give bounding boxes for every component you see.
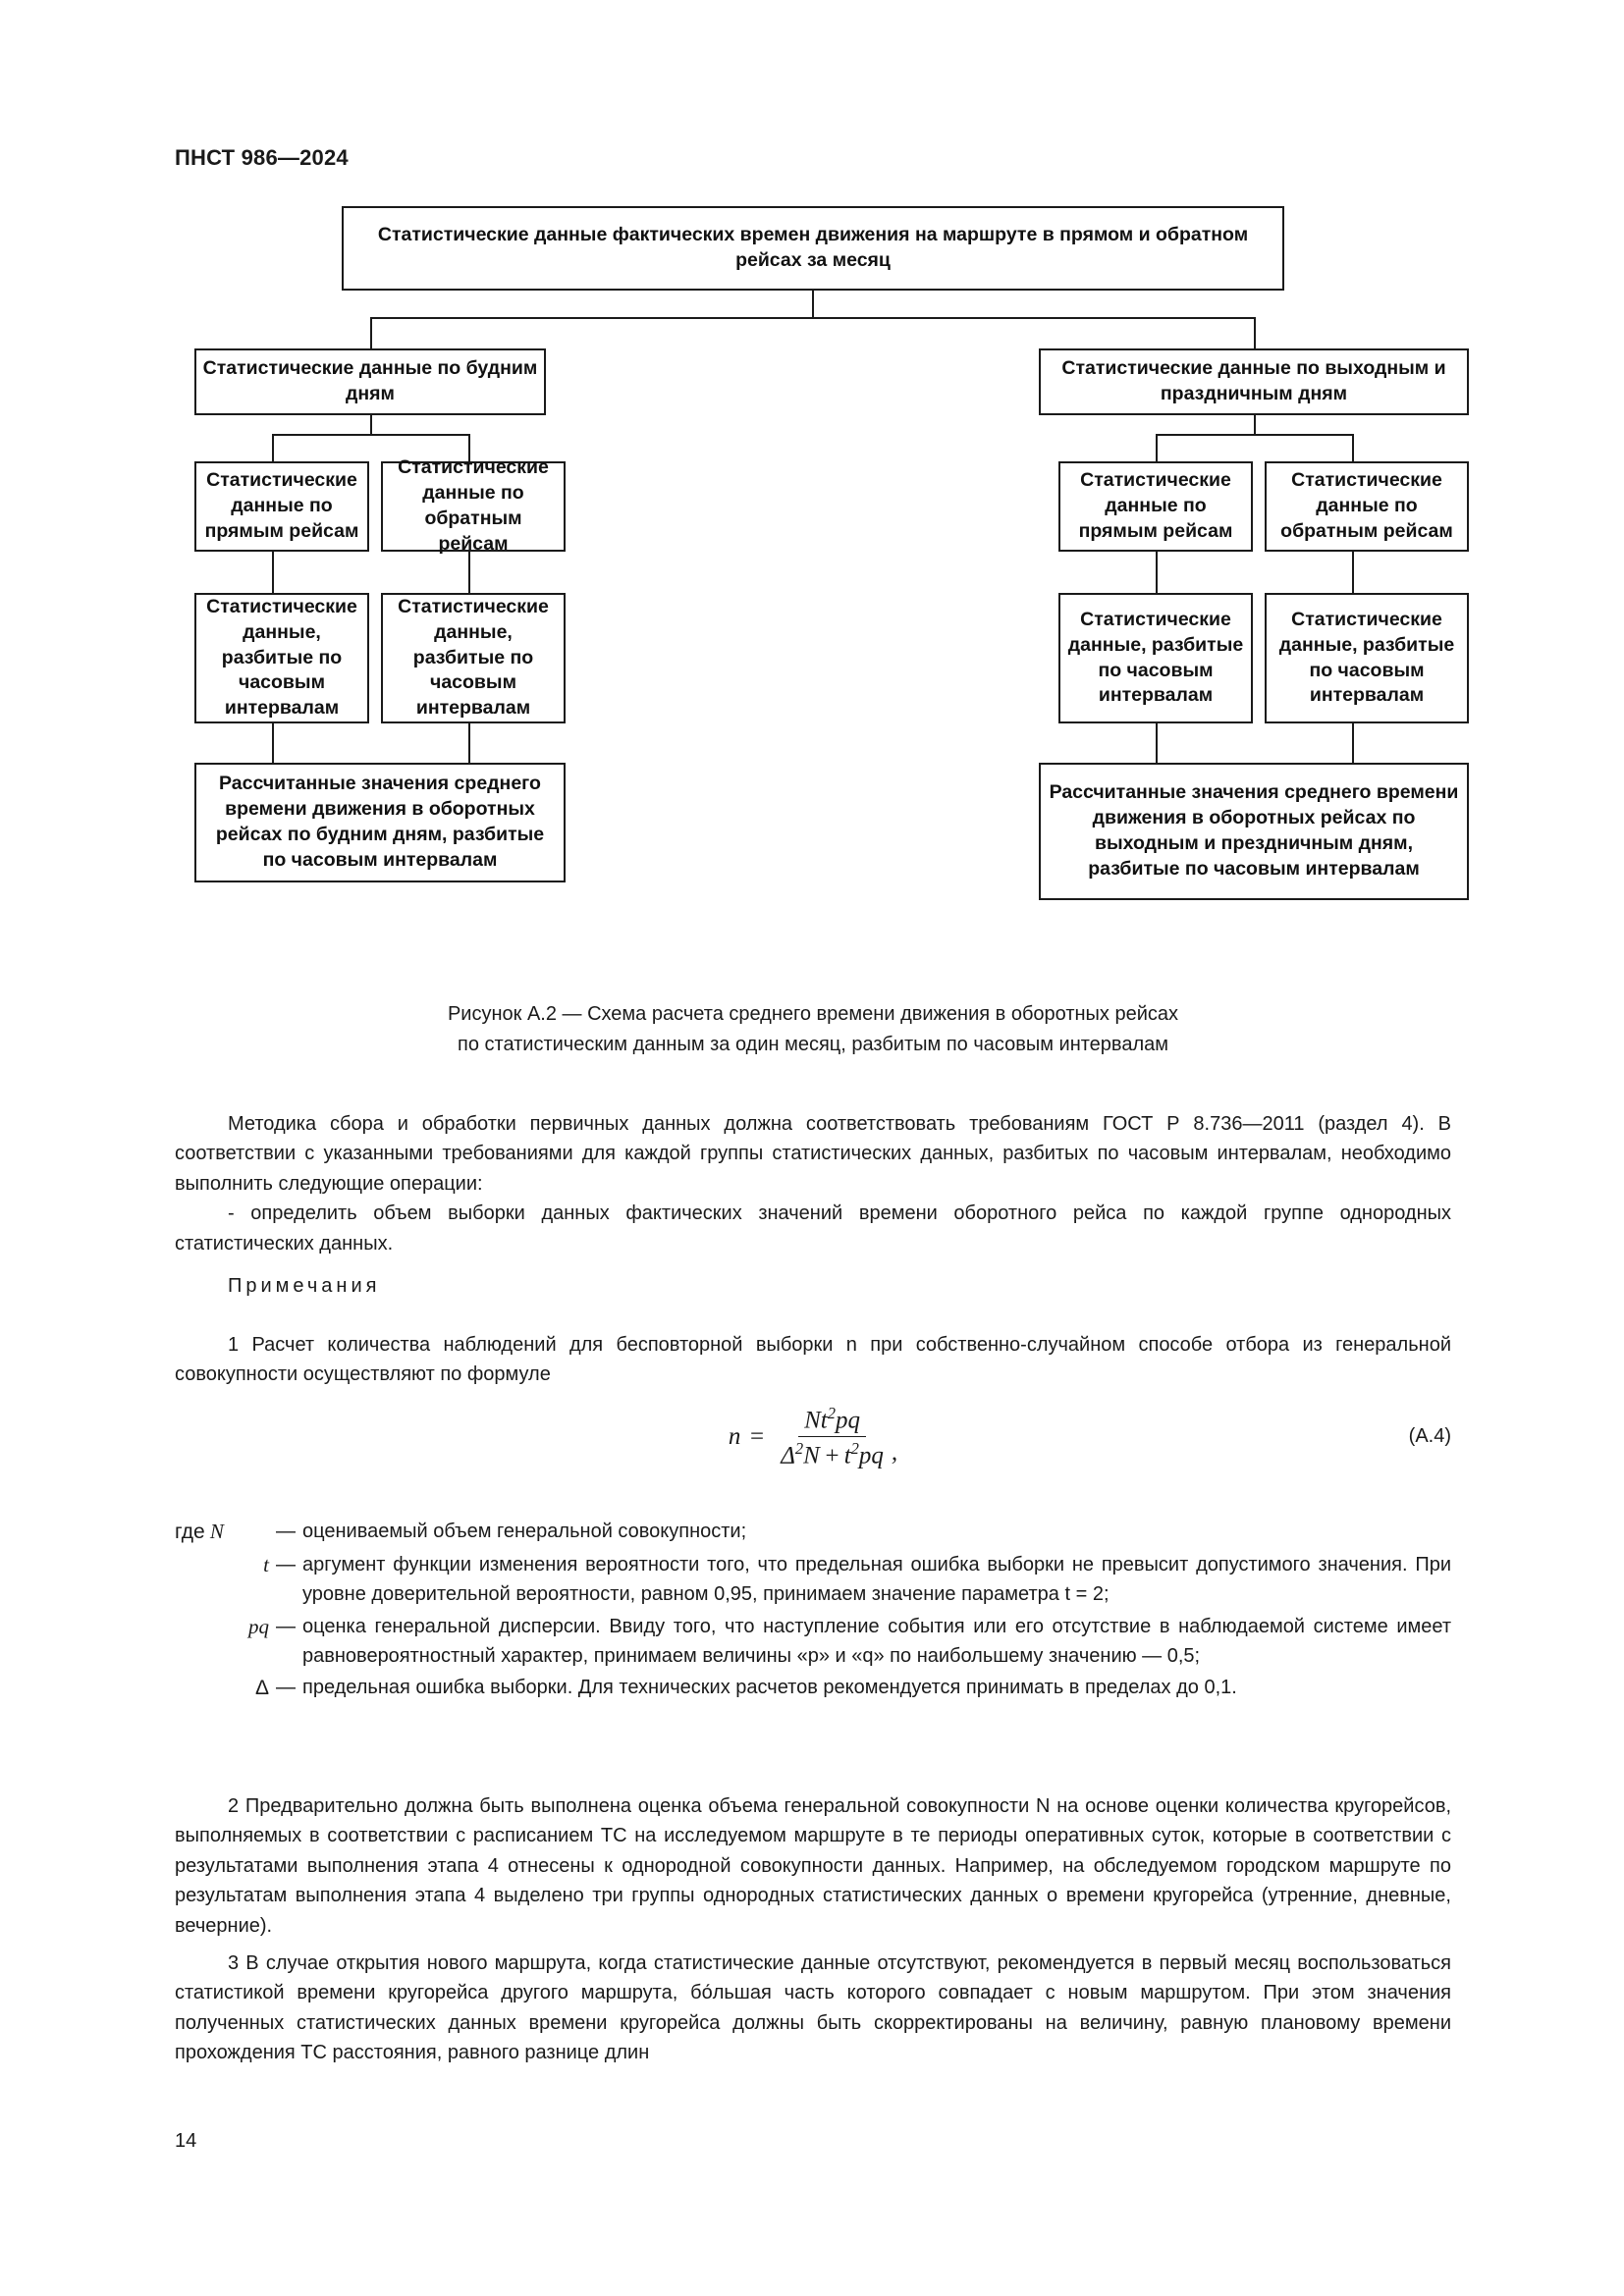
flow-box-weekend-label: Статистические данные по выходным и праздничным дням bbox=[1061, 357, 1446, 404]
connector-fwd-we-to-hourly bbox=[1156, 552, 1158, 593]
paragraph-methodology-block bbox=[175, 1109, 1451, 1258]
formula-num-N: N bbox=[804, 1407, 821, 1434]
flow-box-hourly-weekend-forward bbox=[1058, 593, 1253, 723]
definition-text-N: оцениваемый объем генеральной совокупности; bbox=[302, 1521, 747, 1542]
flow-box-weekday-reverse bbox=[381, 456, 566, 555]
definition-symbol-pq: pq bbox=[248, 1614, 269, 1638]
flow-box-hourly-weekend-reverse bbox=[1265, 593, 1469, 723]
connector-root-stem bbox=[812, 290, 814, 319]
definition-symbol-N-wrap bbox=[175, 1517, 269, 1548]
flow-box-weekend-reverse bbox=[1265, 461, 1469, 552]
formula-den-delta: Δ bbox=[781, 1442, 795, 1469]
definition-symbol-N: N bbox=[209, 1520, 224, 1543]
flow-box-hourly-weekend-reverse-label: Статистические данные, разбитые по часовым интервалам bbox=[1278, 608, 1455, 707]
figure-caption-line-1: Рисунок А.2 — Схема расчета среднего времени движения в оборотных рейсах bbox=[447, 1003, 1179, 1025]
figure-caption-line-2: по статистическим данным за один месяц, разбитым по часовым интервалам bbox=[458, 1034, 1168, 1055]
definition-dash-t: — bbox=[276, 1553, 296, 1575]
note-3: 3 В случае открытия нового маршрута, когда статистические данные отсутствуют, рекомендуется в первый месяц воспользоваться статистикой времени кругорейса другого маршрута, бо́льшая часть которого совпадает с новым маршрутом. При этом значения полученных статистических данных времени кругорейса должны быть скорректированы на величину, равную плановому времени прохождения ТС расстояния, равного разнице длин bbox=[175, 1952, 1451, 2064]
flow-box-hourly-weekday-forward bbox=[194, 593, 369, 723]
flow-box-weekend-forward-label: Статистические данные по прямым рейсам bbox=[1078, 469, 1233, 542]
definition-symbol-t: t bbox=[263, 1552, 269, 1576]
definition-row-N bbox=[175, 1517, 1451, 1548]
page-number: 14 bbox=[175, 2130, 197, 2152]
formula-den-N: N bbox=[803, 1442, 820, 1469]
definition-row-pq bbox=[175, 1612, 1451, 1672]
formula-a4-row bbox=[175, 1404, 1451, 1470]
connector-hourly-rev-wd-down bbox=[468, 723, 470, 763]
definition-text-delta: предельная ошибка выборки. Для технических расчетов рекомендуется принимать в пределах до 0,1. bbox=[302, 1677, 1237, 1699]
connector-to-weekend bbox=[1254, 317, 1256, 348]
definition-symbol-pq-wrap bbox=[175, 1612, 269, 1643]
flow-box-hourly-weekday-forward-label: Статистические данные, разбитые по часовым интервалам bbox=[206, 595, 357, 720]
formula-equals: = bbox=[748, 1422, 766, 1450]
flow-box-result-weekend-label: Рассчитанные значения среднего времени движения в оборотных рейсах по выходным и прездничным дням, разбитые по часовым интервалам bbox=[1049, 781, 1459, 880]
note-2-block bbox=[175, 1791, 1451, 1941]
flow-box-weekday-forward bbox=[194, 461, 369, 552]
notes-heading: Примечания bbox=[228, 1275, 381, 1297]
formula-variable-n: n bbox=[728, 1422, 741, 1450]
definition-symbol-delta-wrap bbox=[175, 1673, 269, 1704]
definition-text-pq: оценка генеральной дисперсии. Ввиду того, что наступление события или его отсутствие в наблюдаемой системе имеет равновероятностный характер, принимаем величины «p» и «q» по наибольшему значению — 0,5; bbox=[302, 1615, 1451, 1668]
connector-root-split bbox=[370, 317, 1255, 319]
connector-weekend-forward bbox=[1156, 434, 1158, 461]
note-1-block bbox=[175, 1330, 1451, 1390]
paragraph-bullet-sample-size: - определить объем выборки данных фактических значений времени оборотного рейса по каждой группе однородных статистических данных. bbox=[175, 1202, 1451, 1255]
formula-den-delta-exponent: 2 bbox=[794, 1439, 804, 1459]
formula-num-pq: pq bbox=[836, 1407, 860, 1434]
flow-box-weekend-forward bbox=[1058, 461, 1253, 552]
note-3-block bbox=[175, 1949, 1451, 2068]
flow-box-weekend bbox=[1039, 348, 1469, 415]
formula-numerator bbox=[798, 1404, 866, 1437]
definition-symbol-t-wrap bbox=[175, 1550, 269, 1581]
connector-weekday-split bbox=[272, 434, 468, 436]
formula-den-plus: + bbox=[823, 1442, 840, 1469]
definition-text-t: аргумент функции изменения вероятности того, что предельная ошибка выборки не превысит допустимого значения. При уровне доверительной вероятности, равном 0,95, принимаем значение параметра t = 2; bbox=[302, 1553, 1451, 1606]
flow-box-result-weekend bbox=[1039, 763, 1469, 900]
connector-weekend-split bbox=[1156, 434, 1352, 436]
connector-hourly-rev-we-down bbox=[1352, 723, 1354, 763]
connector-hourly-fwd-we-down bbox=[1156, 723, 1158, 763]
flow-box-hourly-weekday-reverse bbox=[381, 593, 566, 723]
definitions-where-label: где bbox=[175, 1521, 205, 1543]
formula-den-t-exponent: 2 bbox=[850, 1439, 859, 1459]
flow-box-result-weekday-label: Рассчитанные значения среднего времени движения в оборотных рейсах по будним дням, разбитые по часовым интервалам bbox=[215, 773, 545, 871]
note-2: 2 Предварительно должна быть выполнена оценка объема генеральной совокупности N на основе оценки количества кругорейсов, выполняемых в соответствии с расписанием ТС на исследуемом маршруте в те периоды оперативных суток, которые в соответствии с результатами выполнения этапа 4 отнесены к однородной совокупности данных. Например, на обследуемом городском маршруте по результатам выполнения этапа 4 выделено три группы однородных статистических данных о времени кругорейса (утренние, дневные, вечерние). bbox=[175, 1795, 1451, 1937]
figure-a2-flowchart bbox=[175, 206, 1459, 982]
formula-num-t-exponent: 2 bbox=[827, 1404, 836, 1422]
flow-box-weekday-reverse-label: Статистические данные по обратным рейсам bbox=[398, 456, 549, 555]
connector-fwd-wd-to-hourly bbox=[272, 552, 274, 593]
formula-fraction bbox=[775, 1404, 890, 1470]
formula-num-t: t bbox=[820, 1407, 828, 1434]
connector-weekend-stem bbox=[1254, 414, 1256, 436]
flow-box-root bbox=[342, 206, 1284, 291]
flow-box-weekday bbox=[194, 348, 546, 415]
connector-to-weekday bbox=[370, 317, 372, 348]
flow-box-result-weekday bbox=[194, 763, 566, 882]
connector-rev-we-to-hourly bbox=[1352, 552, 1354, 593]
formula-den-t: t bbox=[843, 1442, 851, 1469]
connector-weekday-forward bbox=[272, 434, 274, 461]
definition-row-t bbox=[175, 1550, 1451, 1610]
flow-box-weekend-reverse-label: Статистические данные по обратным рейсам bbox=[1280, 469, 1453, 542]
formula-number-a4: (А.4) bbox=[1408, 1425, 1451, 1448]
notes-heading-block bbox=[175, 1271, 1451, 1301]
definition-dash-pq: — bbox=[276, 1615, 296, 1637]
connector-rev-wd-to-hourly bbox=[468, 552, 470, 593]
formula-trailing-comma: , bbox=[891, 1438, 898, 1466]
definition-row-delta bbox=[175, 1673, 1451, 1704]
definition-symbol-delta: Δ bbox=[254, 1677, 269, 1700]
flow-box-root-label: Статистические данные фактических времен движения на маршруте в прямом и обратном рейсах за месяц bbox=[377, 224, 1249, 271]
figure-caption bbox=[175, 999, 1451, 1060]
flow-box-hourly-weekday-reverse-label: Статистические данные, разбитые по часовым интервалам bbox=[398, 595, 549, 720]
definition-dash-N: — bbox=[276, 1521, 296, 1542]
connector-weekday-stem bbox=[370, 414, 372, 436]
flow-box-weekday-forward-label: Статистические данные по прямым рейсам bbox=[204, 469, 359, 542]
formula-den-pq: pq bbox=[858, 1442, 884, 1469]
flow-box-weekday-label: Статистические данные по будним дням bbox=[202, 357, 538, 404]
connector-hourly-fwd-wd-down bbox=[272, 723, 274, 763]
formula-definitions bbox=[175, 1517, 1451, 1704]
document-header-standard-id: ПНСТ 986—2024 bbox=[175, 145, 349, 170]
definition-dash-delta: — bbox=[276, 1677, 296, 1699]
connector-weekend-reverse bbox=[1352, 434, 1354, 461]
formula-a4 bbox=[729, 1404, 897, 1470]
flow-box-hourly-weekend-forward-label: Статистические данные, разбитые по часовым интервалам bbox=[1067, 608, 1244, 707]
paragraph-methodology: Методика сбора и обработки первичных данных должна соответствовать требованиям ГОСТ Р 8.736—2011 (раздел 4). В соответствии с указанными требованиями для каждой группы статистических данных, разбитых по часовым интервалам, необходимо выполнить следующие операции: bbox=[175, 1113, 1451, 1195]
note-1: 1 Расчет количества наблюдений для бесповторной выборки n при собственно-случайном способе отбора из генеральной совокупности осуществляют по формуле bbox=[175, 1334, 1451, 1386]
formula-denominator bbox=[775, 1437, 890, 1469]
